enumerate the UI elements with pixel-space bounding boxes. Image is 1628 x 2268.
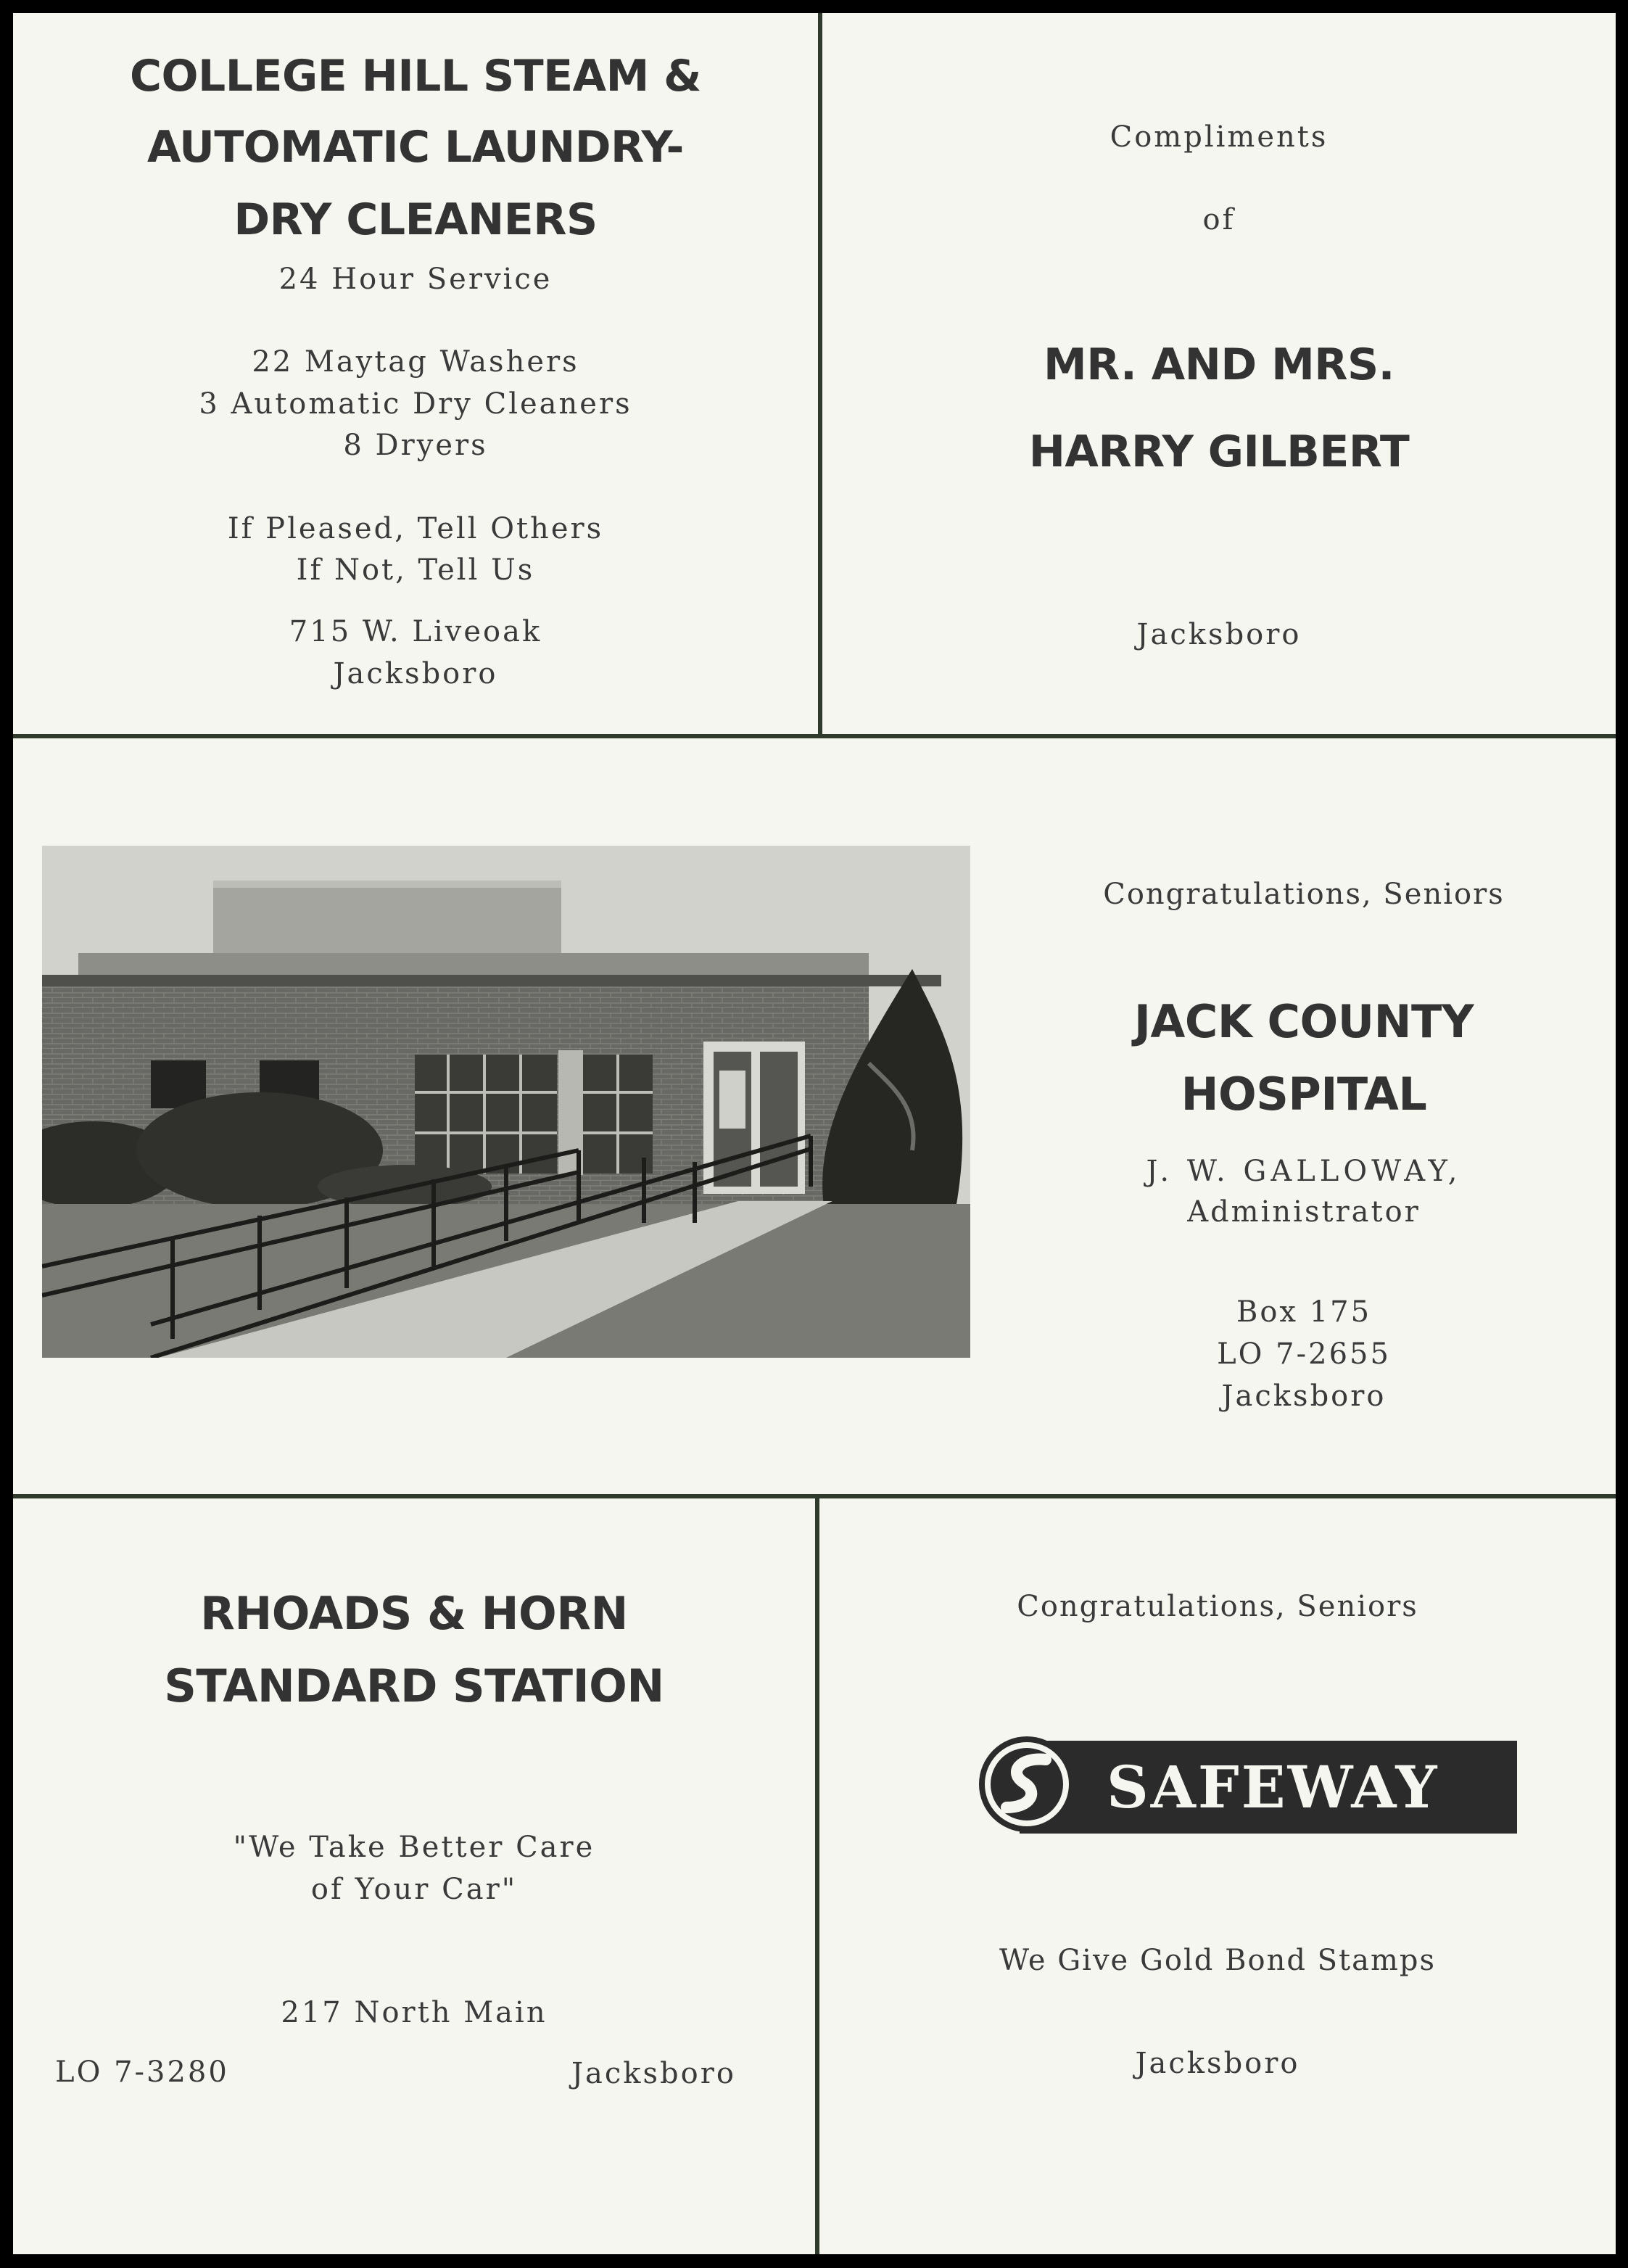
- safeway-ad: [819, 1498, 1616, 2254]
- gilbert-name-line-1: MR. AND MRS.: [1044, 339, 1394, 390]
- safeway-greeting: Congratulations, Seniors: [1017, 1590, 1418, 1623]
- gilbert-name-line-2: HARRY GILBERT: [1028, 426, 1410, 477]
- gilbert-city: Jacksboro: [1136, 618, 1302, 651]
- hospital-photo: [42, 846, 970, 1358]
- laundry-ad: [13, 13, 818, 734]
- station-name-line-2: STANDARD STATION: [164, 1659, 664, 1712]
- hospital-city: Jacksboro: [1221, 1380, 1387, 1413]
- laundry-name-line-2: AUTOMATIC LAUNDRY-: [147, 122, 684, 173]
- yearbook-ad-page: [13, 13, 1616, 2254]
- safeway-stamps: We Give Gold Bond Stamps: [999, 1944, 1437, 1977]
- laundry-service: 24 Hour Service: [278, 263, 553, 296]
- station-name-line-1: RHOADS & HORN: [200, 1587, 628, 1640]
- gilbert-of: of: [1202, 203, 1236, 236]
- laundry-city: Jacksboro: [333, 657, 498, 690]
- safeway-city: Jacksboro: [1135, 2047, 1300, 2080]
- hospital-title: Administrator: [1187, 1195, 1421, 1229]
- hospital-administrator: J. W. GALLOWAY,: [1146, 1155, 1462, 1188]
- gilbert-ad: [822, 13, 1616, 734]
- station-city: Jacksboro: [571, 2057, 736, 2090]
- hospital-greeting: Congratulations, Seniors: [1103, 878, 1505, 911]
- safeway-logo: [976, 1735, 1517, 1834]
- station-ad: [13, 1498, 815, 2254]
- laundry-name-line-1: COLLEGE HILL STEAM &: [130, 51, 701, 102]
- laundry-address: 715 W. Liveoak: [289, 615, 542, 648]
- laundry-motto-1: If Pleased, Tell Others: [227, 512, 604, 545]
- station-address: 217 North Main: [281, 1996, 548, 2029]
- gilbert-compliments: Compliments: [1110, 120, 1329, 154]
- laundry-equipment-2: 3 Automatic Dry Cleaners: [199, 387, 632, 421]
- station-slogan-2: of Your Car": [310, 1873, 518, 1906]
- laundry-equipment-1: 22 Maytag Washers: [252, 345, 579, 379]
- laundry-equipment-3: 8 Dryers: [343, 429, 488, 462]
- hospital-box: Box 175: [1236, 1295, 1372, 1329]
- hospital-name-line-2: HOSPITAL: [1181, 1068, 1427, 1121]
- hospital-name-line-1: JACK COUNTY: [1133, 995, 1474, 1048]
- laundry-motto-2: If Not, Tell Us: [296, 553, 535, 587]
- hospital-ad: [992, 738, 1616, 1494]
- hospital-phone: LO 7-2655: [1217, 1337, 1391, 1371]
- station-phone: LO 7-3280: [55, 2055, 229, 2089]
- safeway-logo-text: SAFEWAY: [1107, 1753, 1439, 1821]
- laundry-name-line-3: DRY CLEANERS: [234, 194, 598, 245]
- station-slogan-1: "We Take Better Care: [233, 1831, 595, 1864]
